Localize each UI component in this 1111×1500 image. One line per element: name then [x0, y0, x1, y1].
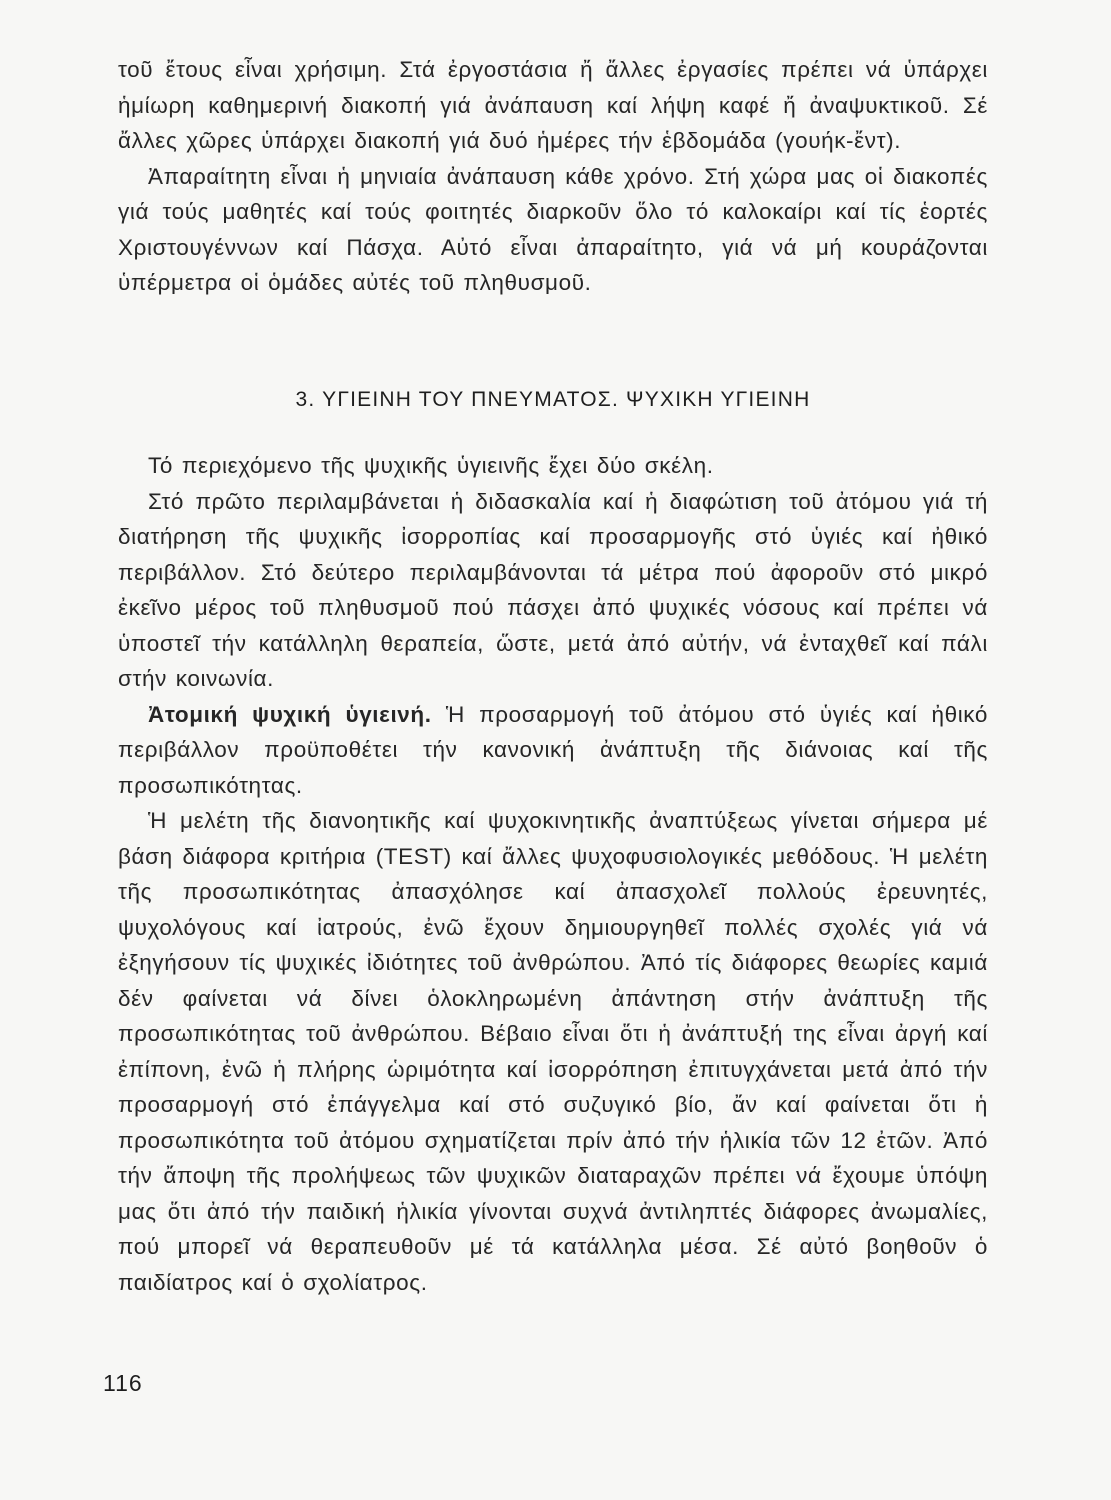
page-number: 116	[103, 1370, 143, 1396]
subsection-title: Ἀτομική ψυχική ὑγιεινή.	[148, 701, 432, 727]
paragraph-personality-study: Ἡ μελέτη τῆς διανοητικῆς καί ψυχοκινητικῆς ἀναπτύξεως γίνεται σήμερα μέ βάση διάφορα κριτήρια (TEST) καί ἄλλες ψυχοφυσιολογικές μεθόδους. Ἡ μελέτη τῆς προσωπικότητας ἀπασχόλησε καί ἀπασχολεῖ πολλούς ἐρευνητές, ψυχολόγους καί ἰατρούς, ἐνῶ ἔχουν δημιουργηθεῖ πολλές σχολές γιά νά ἐξηγήσουν τίς ψυχικές ἰδιότητες τοῦ ἀνθρώπου. Ἀπό τίς διάφορες θεωρίες καμιά δέν φαίνεται νά δίνει ὁλοκληρωμένη ἀπάντηση στήν ἀνάπτυξη τῆς προσωπικότητας τοῦ ἀνθρώπου. Βέβαιο εἶναι ὅτι ἡ ἀνάπτυξή της εἶναι ἀργή καί ἐπίπονη, ἐνῶ ἡ πλήρης ὡριμότητα καί ἰσορρόπηση ἐπιτυγχάνεται μετά ἀπό τήν προσαρμογή στό ἐπάγγελμα καί στό συζυγικό βίο, ἄν καί φαίνεται ὅτι ἡ προσωπικότητα τοῦ ἀτόμου σχηματίζεται πρίν ἀπό τήν ἡλικία τῶν 12 ἐτῶν. Ἀπό τήν ἄποψη τῆς προλήψεως τῶν ψυχικῶν διαταραχῶν πρέπει νά ἔχουμε ὑπόψη μας ὅτι ἀπό τήν παιδική ἡλικία γίνονται συχνά ἀντιληπτές διάφορες ἀνωμαλίες, πού μπορεῖ νά θεραπευθοῦν μέ τά κατάλληλα μέσα. Σέ αὐτό βοηθοῦν ὁ παιδίατρος καί ὁ σχολίατρος.	[118, 808, 988, 1295]
section-heading: 3. ΥΓΙΕΙΝΗ ΤΟΥ ΠΝΕΥΜΑΤΟΣ. ΨΥΧΙΚΗ ΥΓΙΕΙΝΗ	[295, 388, 811, 411]
paragraph-continued: τοῦ ἔτους εἶναι χρήσιμη. Στά ἐργοστάσια ἤ ἄλλες ἐργασίες πρέπει νά ὑπάρχει ἡμίωρη καθημερινή διακοπή γιά ἀνάπαυση καί λήψη καφέ ἤ ἀναψυκτικοῦ. Σέ ἄλλες χῶρες ὑπάρχει διακοπή γιά δυό ἡμέρες τήν ἑβδομάδα (γουήκ-ἔντ).	[118, 57, 988, 153]
paragraph-two-parts: Τό περιεχόμενο τῆς ψυχικῆς ὑγιεινῆς ἔχει δύο σκέλη.	[148, 453, 714, 478]
section-text-block	[118, 448, 988, 1300]
paragraph-monthly-rest: Ἀπαραίτητη εἶναι ἡ μηνιαία ἀνάπαυση κάθε χρόνο. Στή χώρα μας οἱ διακοπές γιά τούς μαθητές καί τούς φοιτητές διαρκοῦν ὅλο τό καλοκαίρι καί τίς ἑορτές Χριστουγέννων καί Πάσχα. Αὐτό εἶναι ἀπαραίτητο, γιά νά μή κουράζονται ὑπέρμετρα οἱ ὁμάδες αὐτές τοῦ πληθυσμοῦ.	[118, 163, 988, 295]
subsection-first-text: Ἡ προσαρμογή τοῦ ἀτόμου στό ὑγιές καί ἠθικό περιβάλλον προϋποθέτει τήν κανονική ἀνάπτυξη τῆς διάνοιας καί τῆς προσωπικότητας.	[118, 701, 989, 798]
paragraph-first-part: Στό πρῶτο περιλαμβάνεται ἡ διδασκαλία καί ἡ διαφώτιση τοῦ ἀτόμου γιά τή διατήρηση τῆς ψυχικῆς ἰσορροπίας καί προσαρμογῆς στό ὑγιές καί ἠθικό περιβάλλον. Στό δεύτερο περιλαμβάνονται τά μέτρα πού ἀφοροῦν στό μικρό ἐκεῖνο μέρος τοῦ πληθυσμοῦ πού πάσχει ἀπό ψυχικές νόσους καί πρέπει νά ὑποστεῖ τήν κατάλληλη θεραπεία, ὥστε, μετά ἀπό αὐτήν, νά ἐνταχθεῖ καί πάλι στήν κοινωνία.	[118, 488, 988, 691]
paragraph-individual-hygiene	[118, 697, 988, 804]
top-text-block	[118, 52, 988, 301]
